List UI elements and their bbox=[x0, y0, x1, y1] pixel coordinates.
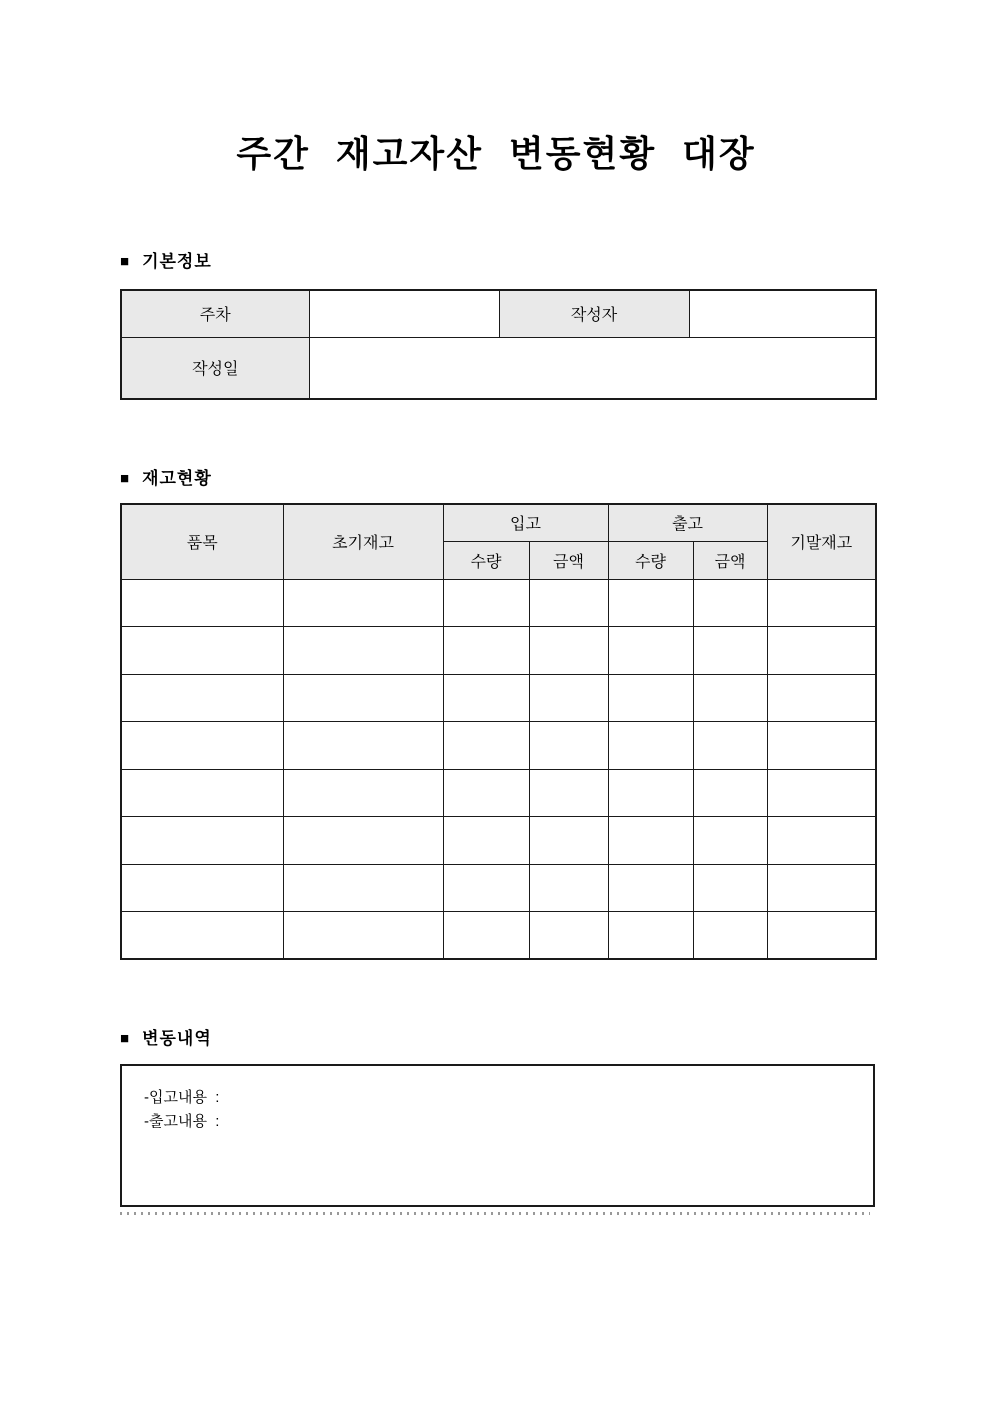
inventory-cell[interactable] bbox=[693, 817, 767, 865]
basic-info-row-2 bbox=[121, 337, 876, 399]
inventory-cell[interactable] bbox=[529, 817, 608, 865]
inventory-cell[interactable] bbox=[283, 627, 443, 675]
incoming-header-cell: 입고 bbox=[443, 504, 608, 541]
inventory-cell[interactable] bbox=[529, 579, 608, 627]
inventory-cell[interactable] bbox=[693, 864, 767, 912]
inventory-cell[interactable] bbox=[121, 674, 283, 722]
date-label-cell: 작성일 bbox=[121, 337, 309, 399]
section-heading-basic-info bbox=[120, 252, 212, 272]
inventory-cell[interactable] bbox=[283, 674, 443, 722]
inventory-cell[interactable] bbox=[608, 817, 693, 865]
inventory-row bbox=[121, 817, 876, 865]
inventory-cell[interactable] bbox=[693, 579, 767, 627]
inventory-cell[interactable] bbox=[443, 674, 529, 722]
outgoing-qty-header-cell: 수량 bbox=[608, 541, 693, 579]
inventory-cell[interactable] bbox=[608, 722, 693, 770]
inventory-cell[interactable] bbox=[443, 817, 529, 865]
inventory-cell[interactable] bbox=[693, 722, 767, 770]
page-break-dotted-line bbox=[120, 1212, 870, 1215]
inventory-cell[interactable] bbox=[693, 912, 767, 960]
inventory-cell[interactable] bbox=[767, 864, 876, 912]
inventory-cell[interactable] bbox=[767, 769, 876, 817]
inventory-cell[interactable] bbox=[767, 627, 876, 675]
inventory-cell[interactable] bbox=[608, 912, 693, 960]
section-heading-inventory-label: 재고현황 bbox=[142, 469, 212, 488]
item-header-cell: 품목 bbox=[121, 504, 283, 579]
square-bullet-icon: ■ bbox=[120, 1030, 131, 1047]
inventory-cell[interactable] bbox=[121, 627, 283, 675]
inventory-row bbox=[121, 579, 876, 627]
inventory-cell[interactable] bbox=[529, 864, 608, 912]
section-heading-inventory bbox=[120, 469, 212, 489]
inventory-cell[interactable] bbox=[121, 579, 283, 627]
inventory-cell[interactable] bbox=[767, 817, 876, 865]
inventory-table bbox=[120, 503, 877, 960]
incoming-notes-label: -입고내용 : bbox=[144, 1089, 220, 1106]
inventory-cell[interactable] bbox=[121, 722, 283, 770]
inventory-cell[interactable] bbox=[443, 912, 529, 960]
inventory-cell[interactable] bbox=[529, 722, 608, 770]
section-heading-changes-label: 변동내역 bbox=[142, 1029, 212, 1048]
inventory-cell[interactable] bbox=[529, 627, 608, 675]
inventory-cell[interactable] bbox=[283, 864, 443, 912]
inventory-cell[interactable] bbox=[283, 722, 443, 770]
inventory-cell[interactable] bbox=[443, 722, 529, 770]
outgoing-notes-label: -출고내용 : bbox=[144, 1113, 220, 1130]
basic-info-table bbox=[120, 289, 877, 400]
inventory-cell[interactable] bbox=[121, 912, 283, 960]
inventory-cell[interactable] bbox=[608, 674, 693, 722]
inventory-cell[interactable] bbox=[283, 912, 443, 960]
week-value-cell[interactable] bbox=[309, 290, 499, 337]
section-heading-basic-info-label: 기본정보 bbox=[142, 252, 212, 271]
page-title: 주간 재고자산 변동현황 대장 bbox=[236, 133, 756, 174]
inventory-cell[interactable] bbox=[767, 912, 876, 960]
section-heading-changes bbox=[120, 1029, 212, 1049]
inventory-cell[interactable] bbox=[443, 579, 529, 627]
incoming-qty-header-cell: 수량 bbox=[443, 541, 529, 579]
inventory-row bbox=[121, 769, 876, 817]
inventory-cell[interactable] bbox=[529, 912, 608, 960]
incoming-amount-header-cell: 금액 bbox=[529, 541, 608, 579]
inventory-cell[interactable] bbox=[767, 579, 876, 627]
inventory-cell[interactable] bbox=[529, 769, 608, 817]
inventory-cell[interactable] bbox=[283, 817, 443, 865]
inventory-cell[interactable] bbox=[608, 769, 693, 817]
inventory-cell[interactable] bbox=[443, 769, 529, 817]
inventory-cell[interactable] bbox=[283, 579, 443, 627]
inventory-cell[interactable] bbox=[283, 769, 443, 817]
inventory-cell[interactable] bbox=[529, 674, 608, 722]
author-label-cell: 작성자 bbox=[499, 290, 689, 337]
author-value-cell[interactable] bbox=[689, 290, 876, 337]
inventory-cell[interactable] bbox=[693, 674, 767, 722]
inventory-cell[interactable] bbox=[693, 627, 767, 675]
inventory-cell[interactable] bbox=[608, 864, 693, 912]
inventory-cell[interactable] bbox=[121, 769, 283, 817]
inventory-row bbox=[121, 674, 876, 722]
outgoing-amount-header-cell: 금액 bbox=[693, 541, 767, 579]
inventory-cell[interactable] bbox=[443, 864, 529, 912]
date-value-cell[interactable] bbox=[309, 337, 876, 399]
square-bullet-icon: ■ bbox=[120, 470, 131, 487]
inventory-cell[interactable] bbox=[767, 722, 876, 770]
week-label-cell: 주차 bbox=[121, 290, 309, 337]
inventory-cell[interactable] bbox=[767, 674, 876, 722]
inventory-cell[interactable] bbox=[608, 579, 693, 627]
initial-stock-header-cell: 초기재고 bbox=[283, 504, 443, 579]
inventory-row bbox=[121, 627, 876, 675]
inventory-row bbox=[121, 864, 876, 912]
outgoing-header-cell: 출고 bbox=[608, 504, 767, 541]
ending-stock-header-cell: 기말재고 bbox=[767, 504, 876, 579]
inventory-cell[interactable] bbox=[121, 864, 283, 912]
inventory-cell[interactable] bbox=[608, 627, 693, 675]
inventory-cell[interactable] bbox=[121, 817, 283, 865]
inventory-row bbox=[121, 912, 876, 960]
inventory-cell[interactable] bbox=[693, 769, 767, 817]
inventory-row bbox=[121, 722, 876, 770]
inventory-cell[interactable] bbox=[443, 627, 529, 675]
basic-info-row-1 bbox=[121, 290, 876, 337]
changes-notes-box[interactable] bbox=[120, 1064, 875, 1207]
inventory-header-row-1 bbox=[121, 504, 876, 541]
square-bullet-icon: ■ bbox=[120, 253, 131, 270]
